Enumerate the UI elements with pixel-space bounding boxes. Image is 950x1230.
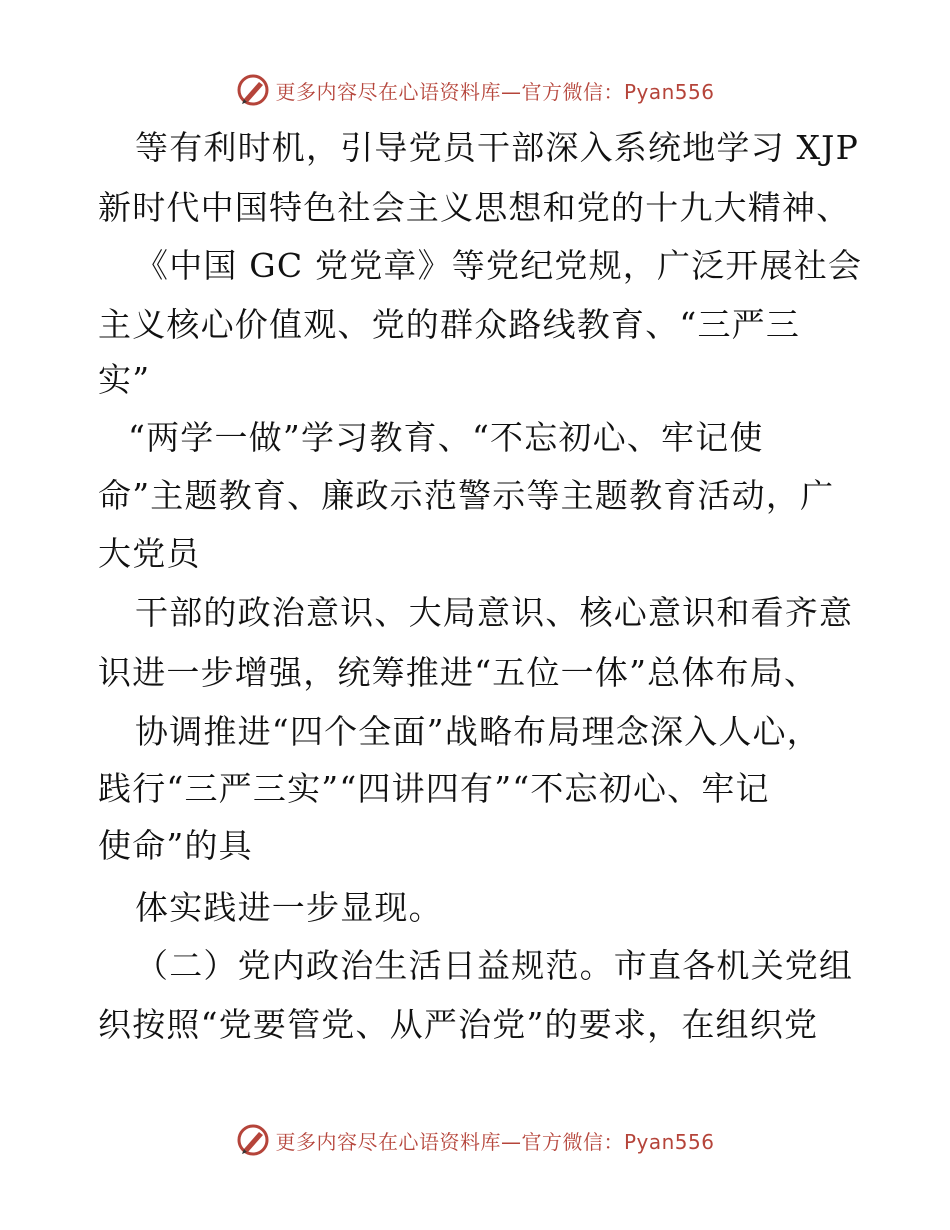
pen-logo-icon — [235, 72, 271, 108]
text-line: （二）党内政治生活日益规范。市直各机关党组 — [135, 946, 854, 985]
text-line: 干部的政治意识、大局意识、核心意识和看齐意 — [135, 593, 854, 632]
header-banner — [0, 70, 950, 110]
text-line: 等有利时机，引导党员干部深入系统地学习 XJP — [135, 128, 860, 167]
pen-logo-icon — [235, 1122, 271, 1158]
text-line: 使命”的具 — [98, 826, 253, 865]
text-line: 体实践进一步显现。 — [135, 888, 443, 927]
header-banner-text: 更多内容尽在心语资料库—官方微信：Pyan556 — [275, 79, 715, 104]
text-line: 大党员 — [98, 534, 201, 573]
text-line: “两学一做”学习教育、“不忘初心、牢记使 — [128, 418, 764, 457]
footer-banner — [0, 1120, 950, 1160]
text-line: 识进一步增强，统筹推进“五位一体”总体布局、 — [98, 653, 819, 692]
text-line: 命”主题教育、廉政示范警示等主题教育活动，广 — [98, 476, 835, 515]
text-line: 实” — [98, 360, 151, 399]
text-line: 织按照“党要管党、从严治党”的要求，在组织党 — [98, 1005, 819, 1044]
footer-banner-text: 更多内容尽在心语资料库—官方微信：Pyan556 — [275, 1129, 715, 1154]
text-line: 《中国 GC 党党章》等党纪党规，广泛开展社会 — [135, 246, 863, 285]
text-line: 主义核心价值观、党的群众路线教育、“三严三 — [98, 305, 801, 344]
text-line: 践行“三严三实”“四讲四有”“不忘初心、牢记 — [98, 769, 770, 808]
text-line: 新时代中国特色社会主义思想和党的十九大精神、 — [98, 188, 851, 227]
text-line: 协调推进“四个全面”战略布局理念深入人心， — [135, 712, 821, 751]
